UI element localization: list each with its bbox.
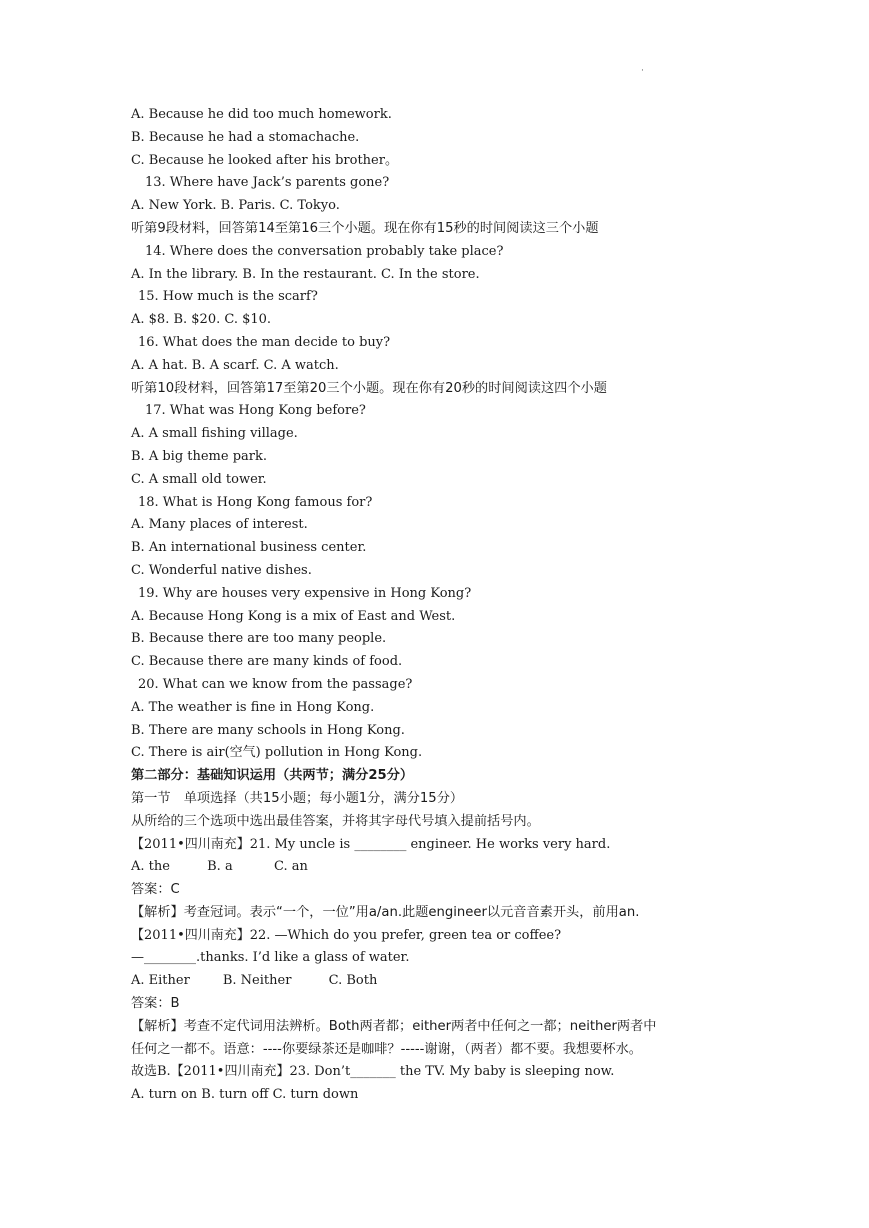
option-18c: C. Wonderful native dishes. <box>131 562 312 578</box>
option-17b: B. A big theme park. <box>131 448 268 464</box>
part-two-heading: 第二部分：基础知识运用（共两节；满分25分） <box>131 768 414 784</box>
page-marker: · <box>641 66 644 76</box>
options-16: A. A hat. B. A scarf. C. A watch. <box>131 357 339 373</box>
option-20a: A. The weather is fine in Hong Kong. <box>131 699 375 715</box>
section-one-heading: 第一节 单项选择（共15小题；每小题1分，满分15分） <box>131 790 464 806</box>
instruction-section-10: 听第10段材料，回答第17至第20三个小题。现在你有20秒的时间阅读这四个小题 <box>131 380 607 396</box>
question-14: 14. Where does the conversation probably take place? <box>145 243 504 259</box>
option-19c: C. Because there are many kinds of food. <box>131 654 403 670</box>
document-body <box>131 104 781 1107</box>
question-18: 18. What is Hong Kong famous for? <box>138 494 373 510</box>
question-22: 【2011•四川南充】22. —Which do you prefer, green tea or coffee? <box>131 927 562 943</box>
options-22: A. Either B. Neither C. Both <box>131 973 378 989</box>
options-13: A. New York. B. Paris. C. Tokyo. <box>131 198 340 214</box>
option-20c: C. There is air(空气) pollution in Hong Kong. <box>131 745 423 761</box>
options-21: A. the B. a C. an <box>131 859 308 875</box>
analysis-21: 【解析】考查冠词。表示“一个，一位”用a/an.此题engineer以元音音素开头，前用an. <box>131 904 640 920</box>
options-14: A. In the library. B. In the restaurant. C. In the store. <box>131 266 480 282</box>
option-17c: C. A small old tower. <box>131 471 267 487</box>
instruction-section-9: 听第9段材料，回答第14至第16三个小题。现在你有15秒的时间阅读这三个小题 <box>131 220 599 236</box>
question-19: 19. Why are houses very expensive in Hong Kong? <box>138 585 472 601</box>
option-18b: B. An international business center. <box>131 540 367 556</box>
answer-22: 答案：B <box>131 996 180 1012</box>
options-23: A. turn on B. turn off C. turn down <box>131 1087 359 1103</box>
options-15: A. $8. B. $20. C. $10. <box>131 312 272 328</box>
option-19b: B. Because there are too many people. <box>131 631 387 647</box>
option-19a: A. Because Hong Kong is a mix of East and West. <box>131 608 456 624</box>
option-12b: B. Because he had a stomachache. <box>131 129 360 145</box>
option-12a: A. Because he did too much homework. <box>131 107 392 122</box>
question-16: 16. What does the man decide to buy? <box>138 334 391 350</box>
analysis-22-line-1: 【解析】考查不定代词用法辨析。Both两者都；either两者中任何之一都；neither两者中 <box>131 1018 657 1034</box>
option-17a: A. A small fishing village. <box>131 426 298 442</box>
question-20: 20. What can we know from the passage? <box>138 676 413 692</box>
option-12c: C. Because he looked after his brother。 <box>131 152 398 168</box>
section-one-instruction: 从所给的三个选项中选出最佳答案，并将其字母代号填入提前括号内。 <box>131 813 540 829</box>
question-23: 故选B.【2011•四川南充】23. Don’t_______ the TV. My baby is sleeping now. <box>131 1064 615 1080</box>
question-13: 13. Where have Jack’s parents gone? <box>145 175 390 191</box>
option-20b: B. There are many schools in Hong Kong. <box>131 722 405 738</box>
option-18a: A. Many places of interest. <box>131 517 308 533</box>
answer-21: 答案：C <box>131 882 180 898</box>
question-15: 15. How much is the scarf? <box>138 289 318 305</box>
question-21: 【2011•四川南充】21. My uncle is ________ engineer. He works very hard. <box>131 836 611 852</box>
question-22-response: —________.thanks. I’d like a glass of water. <box>131 950 410 966</box>
question-17: 17. What was Hong Kong before? <box>145 403 366 419</box>
analysis-22-line-2: 任何之一都不。语意：----你要绿茶还是咖啡？-----谢谢，（两者）都不要。我想要杯水。 <box>131 1041 642 1057</box>
